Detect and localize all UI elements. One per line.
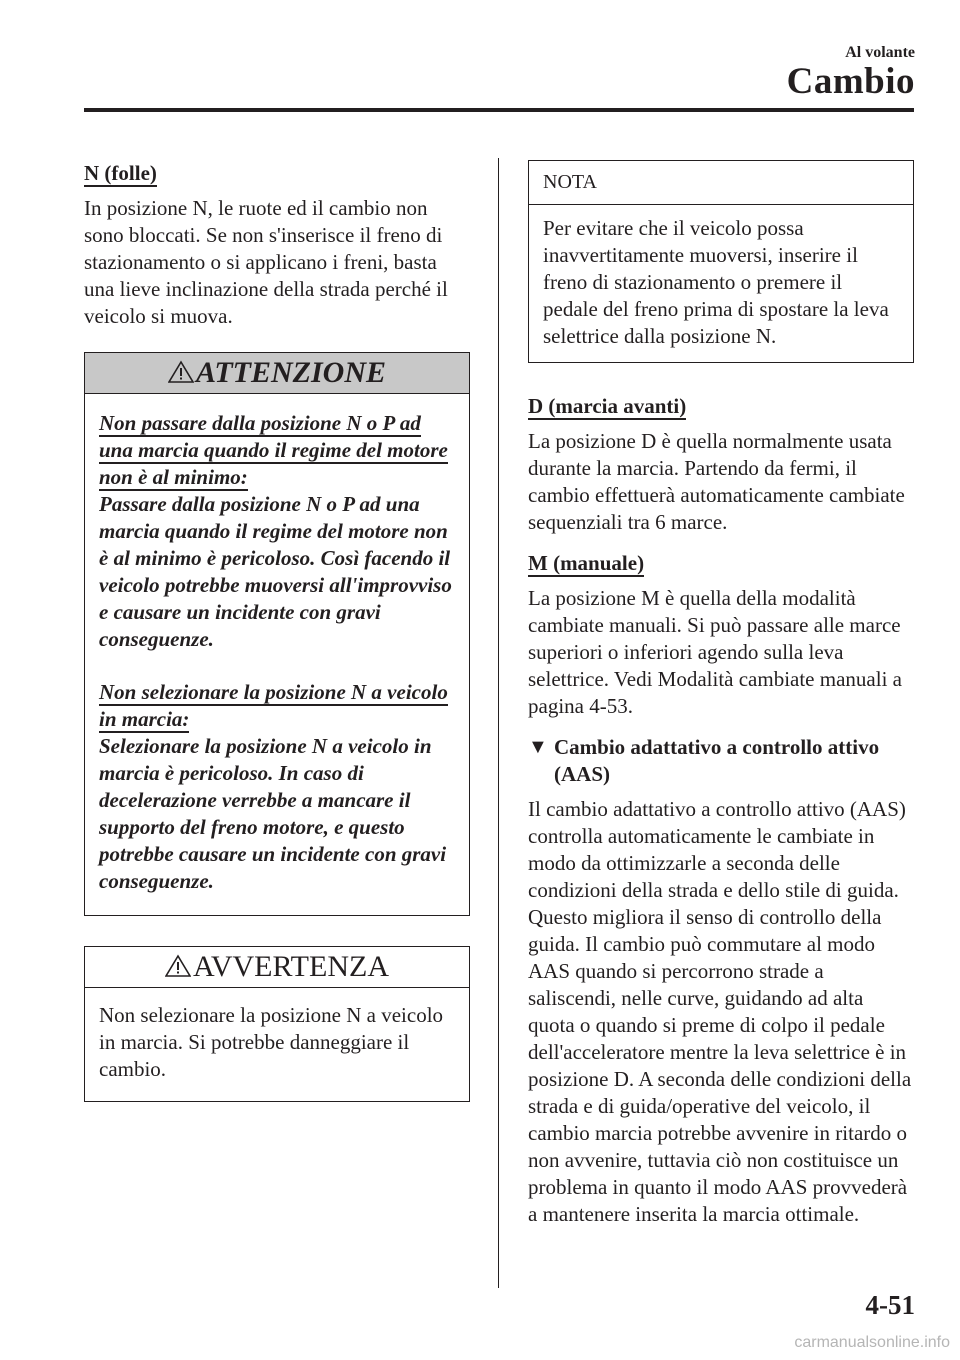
manual-text: La posizione M è quella della modalità cambiate manuali. Si può passare alle marce superiori o inferiori agendo sulla leva selettrice. Vedi Modalità cambiate manuali a pagina 4-53. — [528, 586, 902, 718]
caution-box — [84, 946, 470, 1102]
caution-title: AVVERTENZA — [193, 950, 389, 983]
note-header: NOTA — [529, 161, 913, 205]
warning-title: ATTENZIONE — [195, 356, 387, 389]
warning-subheading-1: Non passare dalla posizione N o P ad una marcia quando il regime del motore non è al minimo: — [99, 411, 448, 489]
warning-header — [85, 353, 469, 394]
caution-text: Non selezionare la posizione N a veicolo in marcia. Si potrebbe danneggiare il cambio. — [99, 1003, 444, 1081]
caution-body — [85, 988, 469, 1101]
note-box — [528, 160, 914, 363]
manual-heading: M (manuale) — [528, 551, 645, 575]
page-title: Cambio — [786, 61, 915, 102]
right-column — [528, 160, 914, 1228]
neutral-text: In posizione N, le ruote ed il cambio non sono bloccati. Se non s'inserisce il freno di stazionamento o si applicano i freni, basta una lieve inclinazione della strada perché il veicolo si muova. — [84, 196, 448, 328]
caution-triangle-icon — [165, 954, 191, 985]
drive-heading: D (marcia avanti) — [528, 394, 687, 418]
warning-triangle-icon — [168, 360, 194, 391]
triangle-bullet-icon: ▼ — [528, 736, 548, 758]
page-number: 4-51 — [865, 1290, 915, 1320]
header-divider — [84, 108, 914, 112]
warning-body — [85, 394, 469, 915]
column-divider — [498, 158, 499, 1288]
note-text: Per evitare che il veicolo possa inavvertitamente muoversi, inserire il freno di stazionamento o premere il pedale del freno prima di spostare la leva selettrice dalla posizione N. — [543, 216, 889, 348]
aas-heading: Cambio adattativo a controllo attivo (AAS) — [554, 735, 880, 786]
aas-heading-row — [528, 734, 914, 788]
warning-text-1: Passare dalla posizione N o P ad una marcia quando il regime del motore non è al minimo è pericoloso. Così facendo il veicolo potrebbe muoversi all'improvviso e causare un incidente con gravi conseguenze. — [99, 492, 452, 651]
section-label: Al volante — [845, 44, 915, 61]
aas-text: Il cambio adattativo a controllo attivo (AAS) controlla automaticamente le cambiate in modo da ottimizzarle a seconda delle condizioni della strada e dello stile di guida. Questo migliora il senso di controllo della guida. Il cambio può commutare al modo AAS quando si percorrono strade a saliscendi, nelle curve, guidando ad alta quota o quando si preme di colpo il pedale dell'acceleratore mentre la leva selettrice è in posizione D. A seconda delle condizioni della strada e di guida/operative del veicolo, il cambio marcia potrebbe avvenire in ritardo o non avvenire, tuttavia ciò non costituisce un problema in quanto il modo AAS provvederà a mantenere inserita la marcia ottimale. — [528, 797, 912, 1226]
warning-subheading-2: Non selezionare la posizione N a veicolo in marcia: — [99, 680, 448, 731]
warning-box — [84, 352, 470, 916]
drive-text: La posizione D è quella normalmente usata durante la marcia. Partendo da fermi, il cambio effettuerà automaticamente cambiate sequenziali tra 6 marce. — [528, 429, 905, 534]
watermark: carmanualsonline.info — [794, 1334, 950, 1351]
warning-text-2: Selezionare la posizione N a veicolo in marcia è pericoloso. In caso di decelerazione verrebbe a mancare il supporto del freno motore, e questo potrebbe causare un incidente con gravi conseguenze. — [99, 734, 447, 893]
left-column — [84, 160, 470, 1102]
neutral-heading: N (folle) — [84, 161, 157, 185]
note-body — [529, 205, 913, 362]
caution-header — [85, 947, 469, 988]
